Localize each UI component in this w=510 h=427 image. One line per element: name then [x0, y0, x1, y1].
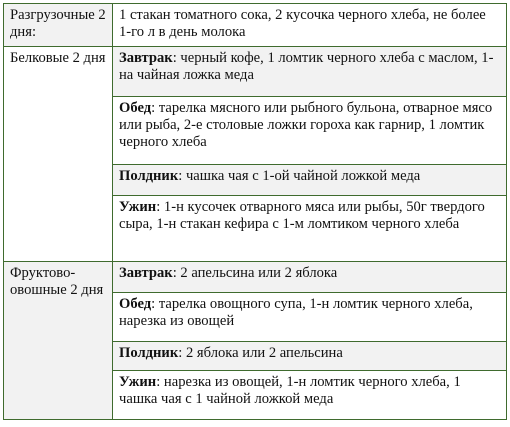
- meal-separator: :: [178, 168, 186, 184]
- row-label-text: Фруктово-овошные 2 дня: [10, 265, 104, 298]
- meal-separator: :: [156, 199, 164, 215]
- meal-cell: [113, 371, 507, 420]
- meal-cell: [113, 196, 507, 262]
- meal-name: Полдник: [119, 345, 179, 361]
- meal-separator: :: [178, 345, 186, 361]
- meal-cell: [113, 4, 507, 47]
- meal-text: нарезка из овощей, 1-н ломтик черного хлеба, 1 чашка чая с 1 чайной ложкой меда: [119, 374, 461, 407]
- meal-text: чашка чая с 1-ой чайной ложкой меда: [185, 168, 421, 184]
- table-row: [4, 262, 507, 293]
- meal-name: Обед: [119, 100, 152, 116]
- meal-name: Ужин: [119, 199, 157, 215]
- meal-cell: [113, 165, 507, 196]
- meal-text: тарелка мясного или рыбного бульона, отварное мясо или рыба, 2-е столовые ложки гороха как гарнир, 1 ломтик черного хлеба: [119, 100, 493, 150]
- meal-name: Ужин: [119, 374, 157, 390]
- meal-separator: :: [172, 265, 181, 281]
- row-label-protein: [4, 47, 113, 262]
- meal-text: 1-н кусочек отварного мяса или рыбы, 50г твердого сыра, 1-н стакан кефира с 1-м ломтиком черного хлеба: [119, 199, 485, 232]
- meal-separator: :: [156, 374, 164, 390]
- row-label-fruit-vegetable: [4, 262, 113, 420]
- meal-separator: :: [151, 100, 159, 116]
- diet-table: [3, 3, 507, 420]
- meal-text: 1 стакан томатного сока, 2 кусочка черного хлеба, не более 1-го л в день молока: [119, 7, 486, 40]
- meal-cell: [113, 47, 507, 97]
- meal-cell: [113, 97, 507, 165]
- row-label-text: Разгрузочные 2 дня:: [10, 7, 106, 40]
- meal-separator: :: [172, 50, 181, 66]
- row-label-unloading: [4, 4, 113, 47]
- meal-text: 2 апельсина или 2 яблока: [180, 265, 338, 281]
- meal-cell: [113, 342, 507, 371]
- meal-text: тарелка овощного супа, 1-н ломтик черного хлеба, нарезка из овощей: [119, 296, 473, 329]
- meal-text: 2 яблока или 2 апельсина: [185, 345, 343, 361]
- meal-name: Завтрак: [119, 50, 173, 66]
- meal-separator: :: [151, 296, 159, 312]
- meal-name: Обед: [119, 296, 152, 312]
- table-row: [4, 4, 507, 47]
- meal-cell: [113, 293, 507, 342]
- meal-text: черный кофе, 1 ломтик черного хлеба с маслом, 1-на чайная ложка меда: [119, 50, 494, 83]
- meal-cell: [113, 262, 507, 293]
- meal-name: Завтрак: [119, 265, 173, 281]
- meal-name: Полдник: [119, 168, 179, 184]
- table-row: [4, 47, 507, 97]
- row-label-text: Белковые 2 дня: [10, 50, 106, 66]
